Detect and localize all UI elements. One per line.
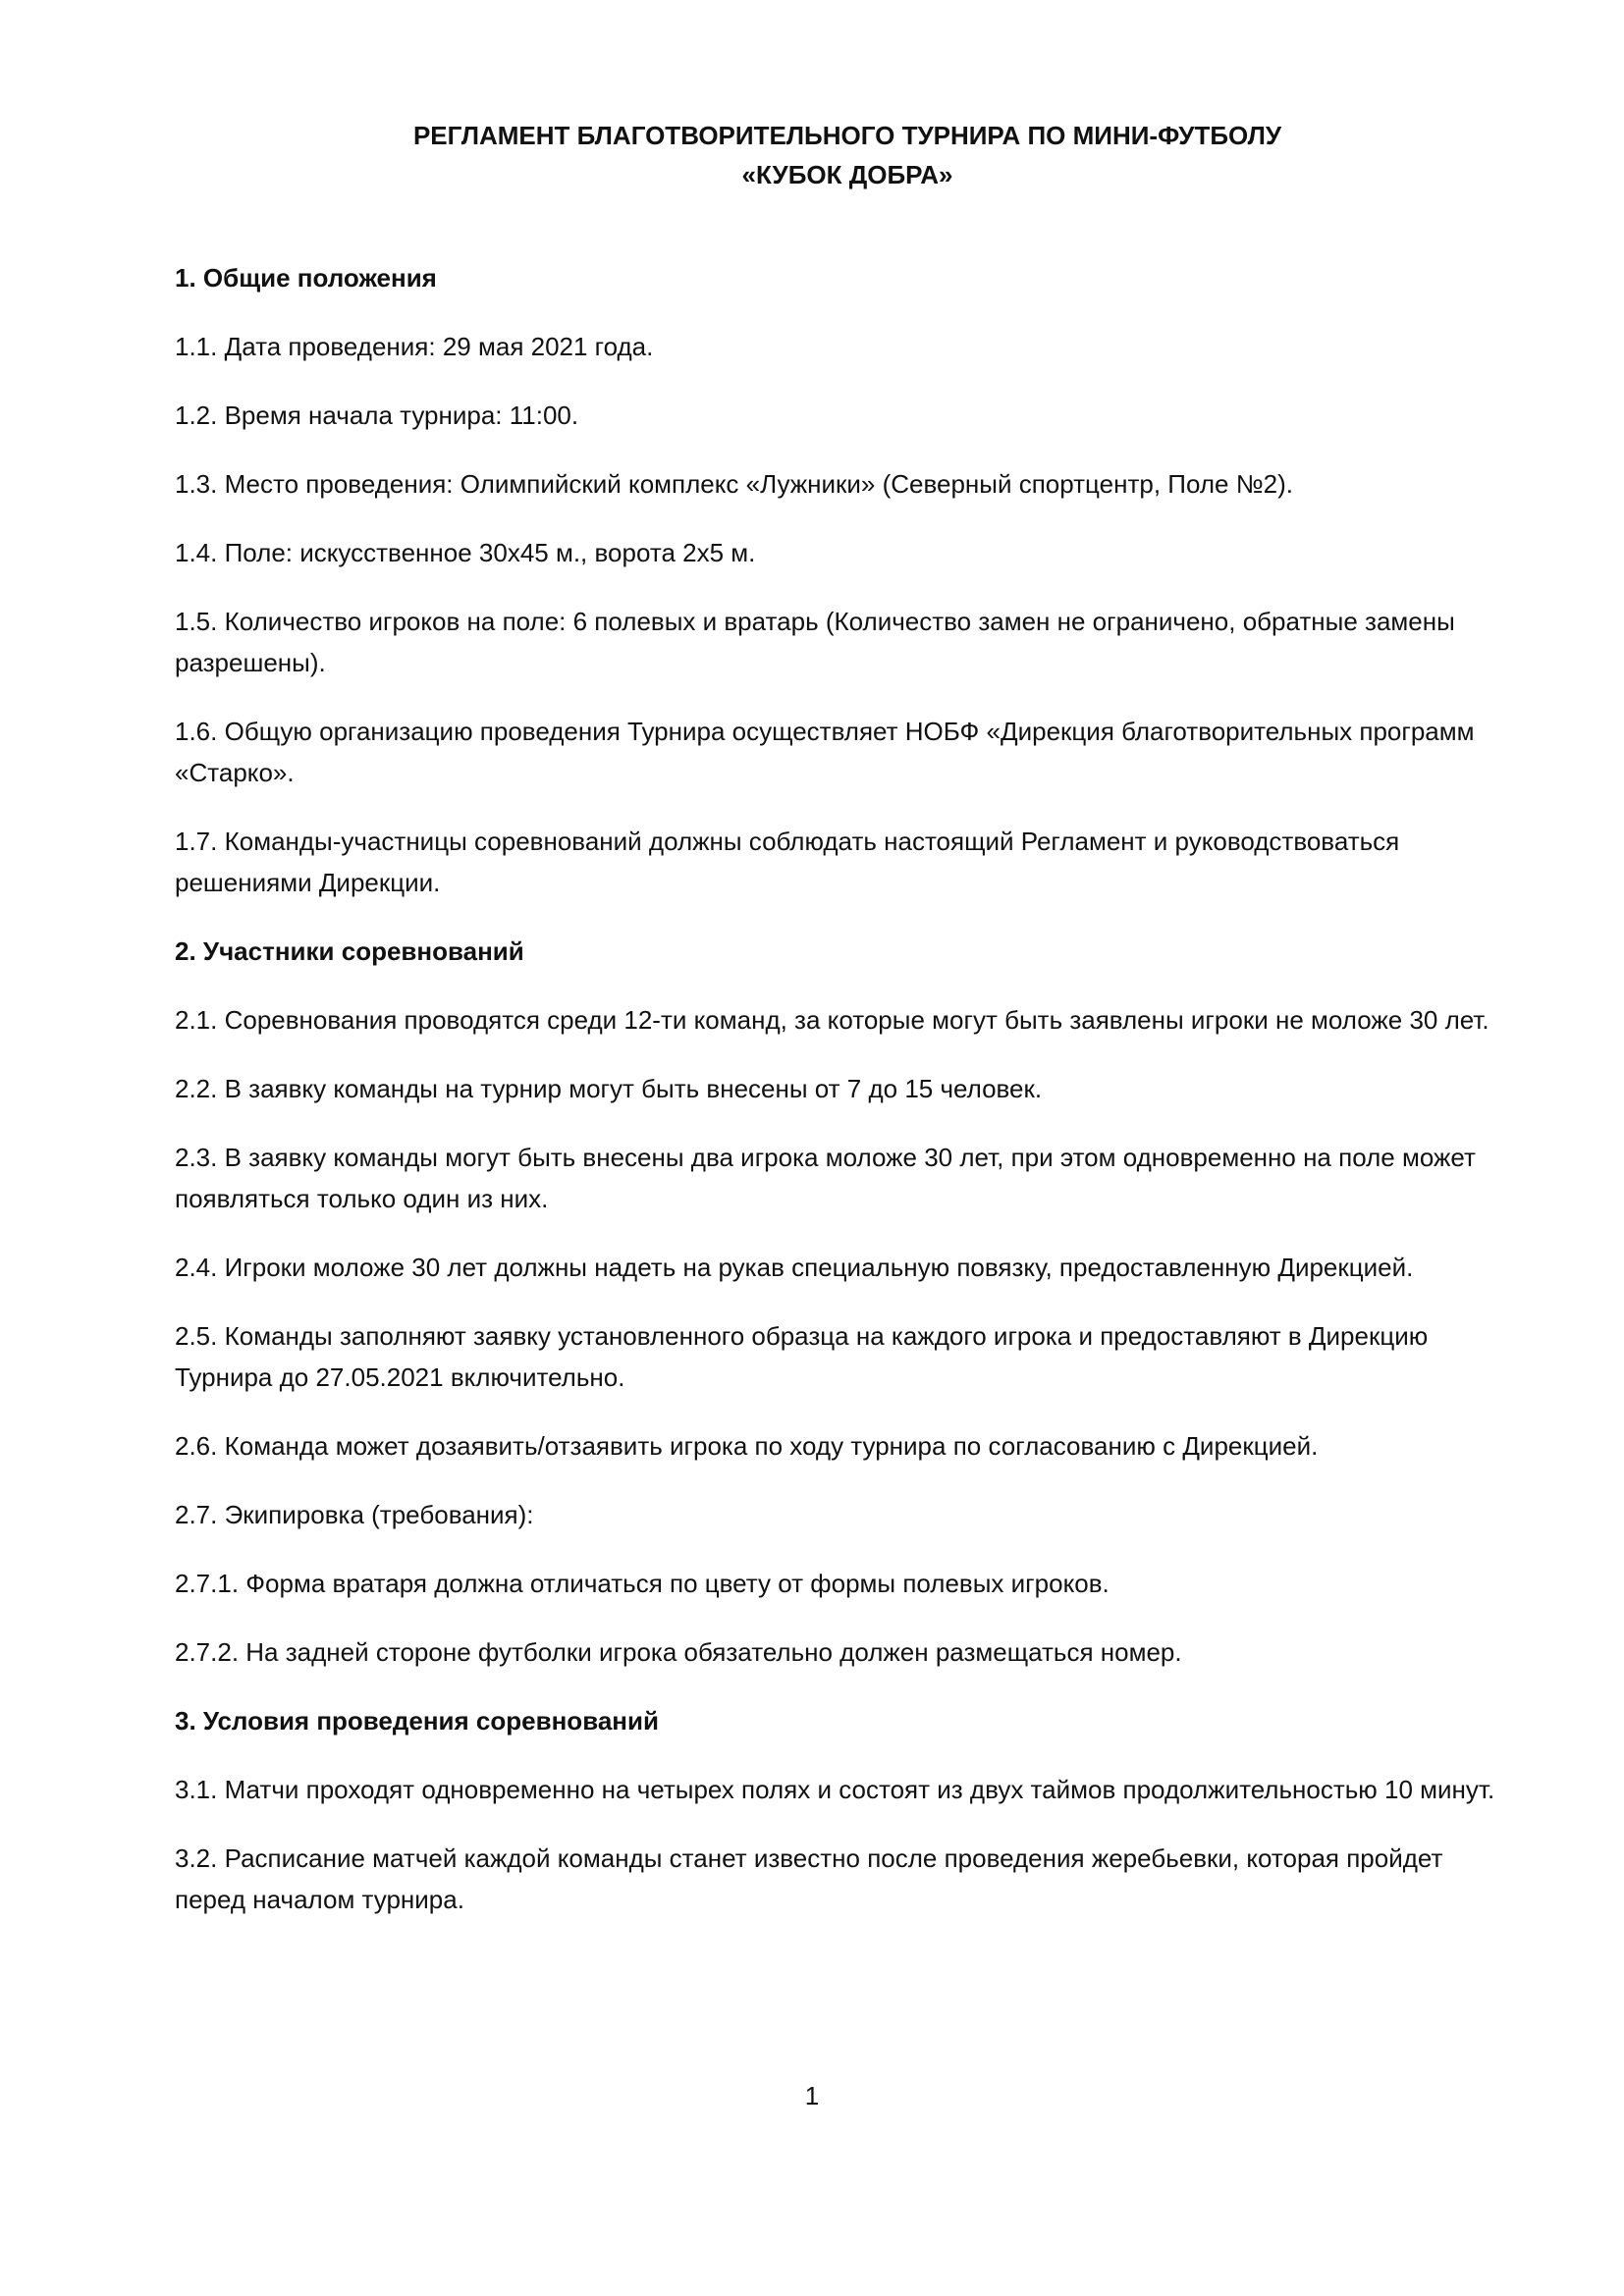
paragraph-2-7-1: 2.7.1. Форма вратаря должна отличаться по цвету от формы полевых игроков. xyxy=(175,1569,1110,1598)
paragraph-2-5: 2.5. Команды заполняют заявку установленного образца на каждого игрока и предоставляют в Дирекцию Турнира до 27.05.2021 включительно. xyxy=(175,1321,1429,1392)
paragraph-2-6: 2.6. Команда может дозаявить/отзаявить игрока по ходу турнира по согласованию с Дирекцией. xyxy=(175,1431,1319,1461)
paragraph-2-1: 2.1. Соревнования проводятся среди 12-ти команд, за которые могут быть заявлены игроки не моложе 30 лет. xyxy=(175,1005,1489,1035)
paragraph-3-1: 3.1. Матчи проходят одновременно на четырех полях и состоят из двух таймов продолжительностью 10 минут. xyxy=(175,1775,1495,1804)
document-title-line-1: РЕГЛАМЕНТ БЛАГОТВОРИТЕЛЬНОГО ТУРНИРА ПО МИНИ-ФУТБОЛУ xyxy=(412,121,1282,150)
paragraph-1-2: 1.2. Время начала турнира: 11:00. xyxy=(175,400,579,430)
paragraph-1-5: 1.5. Количество игроков на поле: 6 полевых и вратарь (Количество замен не ограничено, обратные замены разрешены). xyxy=(175,607,1455,677)
paragraph-2-7-2: 2.7.2. На задней стороне футболки игрока обязательно должен размещаться номер. xyxy=(175,1637,1182,1667)
document-content xyxy=(175,116,1520,1948)
paragraph-3-2: 3.2. Расписание матчей каждой команды станет известно после проведения жеребьевки, которая пройдет перед началом турнира. xyxy=(175,1843,1443,1914)
document-title xyxy=(175,116,1520,194)
document-title-line-2: «КУБОК ДОБРА» xyxy=(741,160,953,189)
section-heading-general: 1. Общие положения xyxy=(175,263,437,293)
paragraph-1-4: 1.4. Поле: искусственное 30х45 м., ворота 2х5 м. xyxy=(175,538,756,567)
paragraph-2-2: 2.2. В заявку команды на турнир могут быть внесены от 7 до 15 человек. xyxy=(175,1074,1043,1103)
section-heading-conditions: 3. Условия проведения соревнований xyxy=(175,1706,659,1735)
paragraph-1-1: 1.1. Дата проведения: 29 мая 2021 года. xyxy=(175,332,654,361)
paragraph-2-7: 2.7. Экипировка (требования): xyxy=(175,1500,534,1529)
paragraph-1-7: 1.7. Команды-участницы соревнований должны соблюдать настоящий Регламент и руководствоваться решениями Дирекции. xyxy=(175,827,1400,897)
paragraph-1-6: 1.6. Общую организацию проведения Турнира осуществляет НОБФ «Дирекция благотворительных программ «Старко». xyxy=(175,717,1475,787)
section-heading-participants: 2. Участники соревнований xyxy=(175,936,524,966)
paragraph-1-3: 1.3. Место проведения: Олимпийский комплекс «Лужники» (Северный спортцентр, Поле №2). xyxy=(175,469,1293,499)
paragraph-2-3: 2.3. В заявку команды могут быть внесены два игрока моложе 30 лет, при этом одновременно на поле может появляться только один из них. xyxy=(175,1143,1476,1213)
page-number: 1 xyxy=(804,2081,820,2110)
paragraph-2-4: 2.4. Игроки моложе 30 лет должны надеть на рукав специальную повязку, предоставленную Дирекцией. xyxy=(175,1253,1414,1282)
